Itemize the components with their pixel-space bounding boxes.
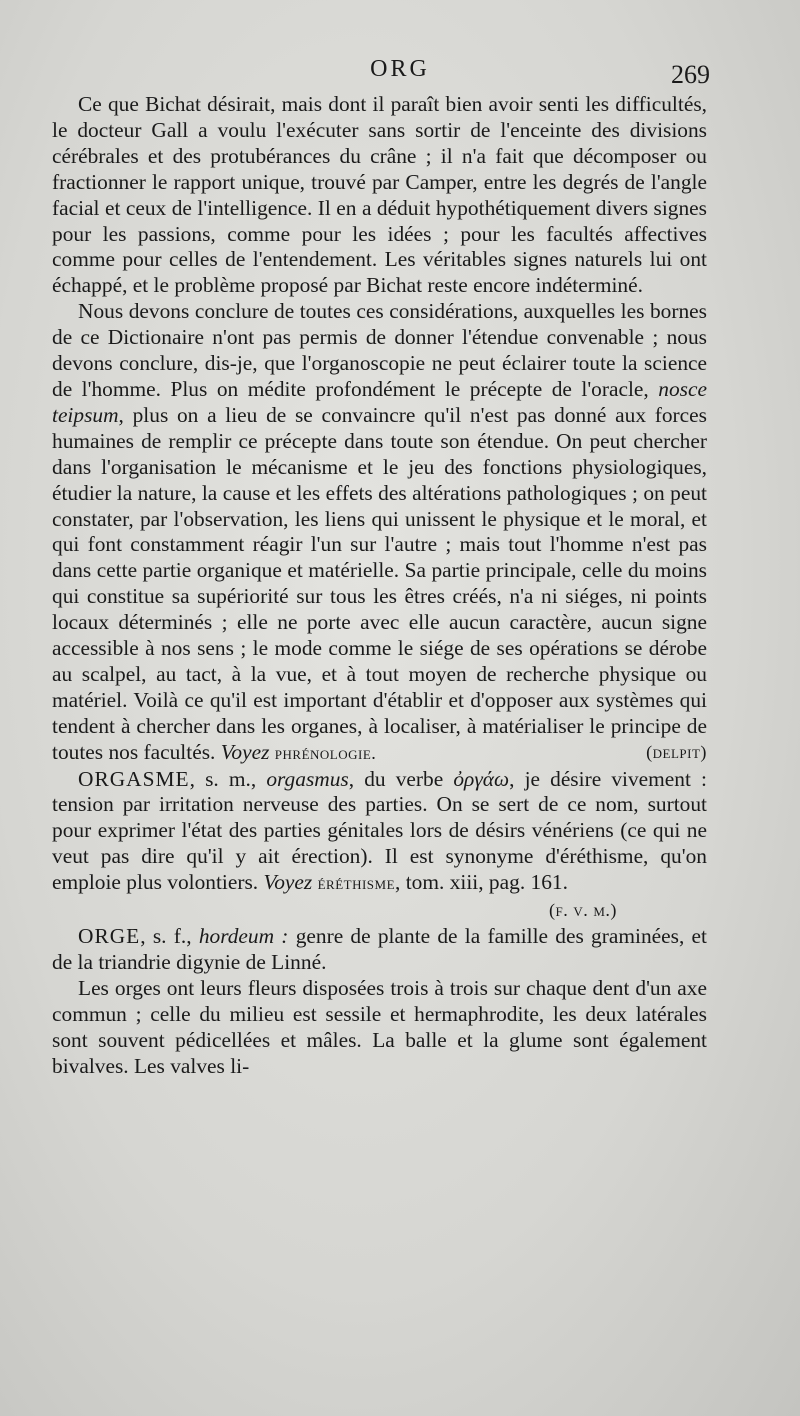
orgasme-latin: orgasmus xyxy=(266,766,349,791)
paragraph-bichat: Ce que Bichat désirait, mais dont il paraît bien avoir senti les difficultés, le docteur Gall a voulu l'exécuter sans sortir de l'enceinte des divisions cérébrales et des protubérances du crâne ; il n'a fait que décomposer ou fractionner le rapport unique, trouvé par Camper, entre les degrés de l'angle facial et ceux de l'intelligence. Il en a déduit hypothétiquement divers signes pour les passions, comme pour les idées ; pour les facultés affectives comme pour celles de l'entendement. Les véritables signes naturels lui ont échappé, et le problème proposé par Bichat reste encore indéterminé. xyxy=(52,92,707,298)
conclusion-text-b: , plus on a lieu de se convaincre qu'il n'est pas donné aux forces humaines de remplir ce précepte dans toute son étendue. On peut chercher dans l'organisation le mécanisme et le jeu des fonctions physiologiques, étudier la nature, la cause et les effets des altérations pathologiques ; on peut constater, par l'observation, les liens qui unissent le physique et le moral, et qui font constamment réagir l'un sur l'autre ; mais tout l'homme n'est pas dans cette partie organique et matérielle. Sa partie principale, celle du moins qui constitue sa supériorité sur tous les êtres créés, n'a ni siéges, ni points locaux déterminés ; elle ne porte avec elle aucun caractère, aucun signe accessible à nos sens ; le mode comme le siége de ses opérations se dérobe au scalpel, au tact, à la vue, et à tout moyen de recherche physique ou matériel. Voilà ce qu'il est important d'établir et d'opposer aux systèmes qui tendent à chercher dans les organes, à localiser, à matérialiser le principe de toutes nos facultés. xyxy=(52,402,707,764)
orge-definition: genre de plante de la famille des graminées, et de la triandrie digynie de Linné. xyxy=(52,924,707,974)
entry-orgasme xyxy=(52,767,707,898)
entry-orge xyxy=(52,924,707,976)
running-head: ORG xyxy=(370,56,430,82)
see-also-label: Voyez xyxy=(220,739,270,764)
orge-grammar: , s. f., xyxy=(140,924,192,948)
paragraph-conclusion xyxy=(52,299,707,766)
orgasme-etymology: , du verbe xyxy=(348,766,444,791)
paragraph-orge-flowers: Les orges ont leurs fleurs disposées trois à trois sur chaque dent d'un axe commun ; celle du milieu est sessile et hermaphrodite, les deux latérales sont souvent pédicellées et mâles. La balle et la glume sont également bivalves. Les valves li- xyxy=(52,975,707,1078)
page-number: 269 xyxy=(671,60,710,89)
conclusion-latin-quote: nosce teipsum xyxy=(52,376,707,427)
author-signature-orgasme: (f. v. m.) xyxy=(548,900,617,921)
orgasme-greek: ὀργάω xyxy=(453,766,510,791)
body-text xyxy=(52,92,707,1079)
orge-latin: hordeum : xyxy=(198,924,289,948)
orgasme-definition: , je désire vivement : tension par irritation nerveuse des parties. On se sert de ce nom, surtout pour exprimer l'état des parties génitales lors de désirs vénériens (ce qui ne veut pas dire qu'il y ait érection). Il est synonyme d'éréthisme, qu'on emploie plus volontiers. xyxy=(52,766,707,895)
cross-reference-erethisme: éréthisme xyxy=(317,873,396,894)
author-signature: (delpit) xyxy=(646,741,707,762)
conclusion-text-a: Nous devons conclure de toutes ces considérations, auxquelles les bornes de ce Dictionaire n'ont pas permis de donner l'étendue convenable ; nous devons conclure, dis-je, que l'organoscopie ne peut éclairer toute la science de l'homme. Plus on médite profondément le précepte de l'oracle, xyxy=(52,299,707,401)
page-header xyxy=(0,56,800,92)
cross-reference-phrenologie: phrénologie. xyxy=(274,742,377,763)
orgasme-volume-ref: , tom. xiii, pag. 161. xyxy=(395,870,568,895)
see-also-label: Voyez xyxy=(263,870,313,895)
entry-headword-orge: ORGE xyxy=(78,924,141,948)
entry-headword-orgasme: ORGASME xyxy=(78,766,190,791)
orgasme-grammar: , s. m., xyxy=(189,766,257,791)
